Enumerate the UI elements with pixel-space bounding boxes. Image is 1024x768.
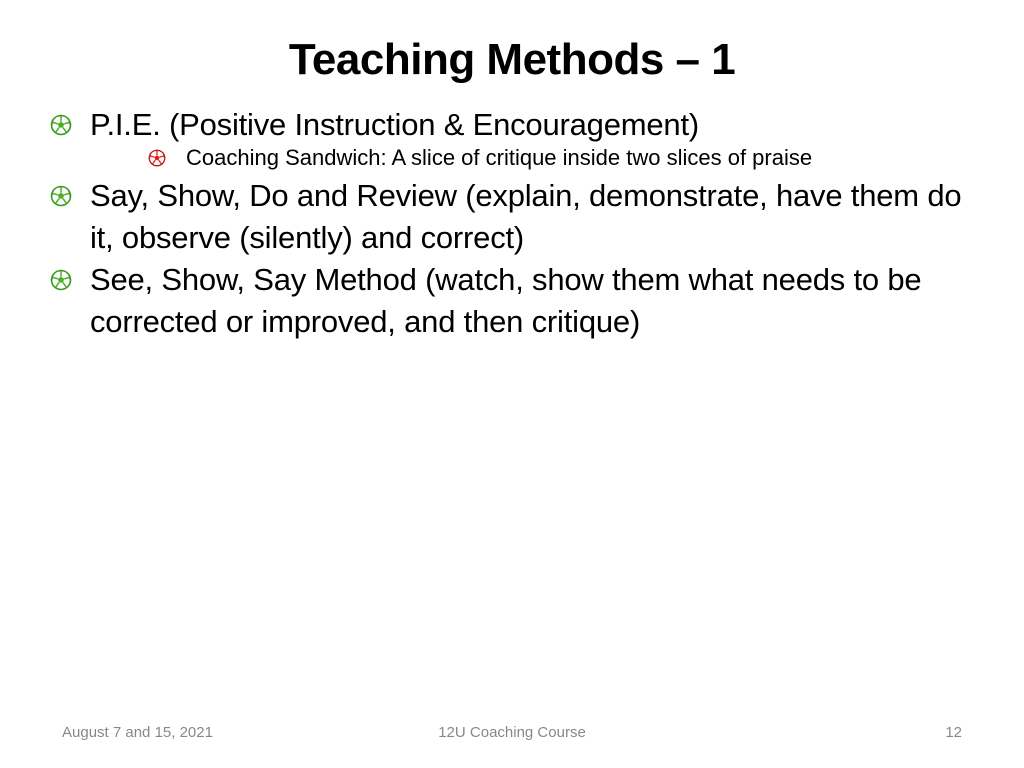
footer-page-number: 12 xyxy=(945,724,962,741)
soccer-ball-green-icon xyxy=(50,185,72,207)
bullet-item-pie xyxy=(50,104,990,146)
soccer-ball-red-icon xyxy=(148,149,166,167)
soccer-ball-green-icon xyxy=(50,269,72,291)
sub-bullet-text: Coaching Sandwich: A slice of critique inside two slices of praise xyxy=(186,145,813,170)
slide-title: Teaching Methods – 1 xyxy=(288,35,736,84)
bullet-text: See, Show, Say Method (watch, show them what needs to be corrected or improved, and then critique) xyxy=(90,262,922,339)
footer-date: August 7 and 15, 2021 xyxy=(62,724,213,741)
bullet-list xyxy=(50,104,990,343)
bullet-item-say-show-do-review xyxy=(50,175,990,259)
bullet-item-see-show-say xyxy=(50,259,990,343)
sub-bullet-item-coaching-sandwich xyxy=(50,143,990,173)
footer-course-name: 12U Coaching Course xyxy=(438,724,586,741)
soccer-ball-green-icon xyxy=(50,114,72,136)
bullet-text: Say, Show, Do and Review (explain, demonstrate, have them do it, observe (silently) and correct) xyxy=(90,178,962,255)
bullet-text: P.I.E. (Positive Instruction & Encouragement) xyxy=(90,107,700,142)
